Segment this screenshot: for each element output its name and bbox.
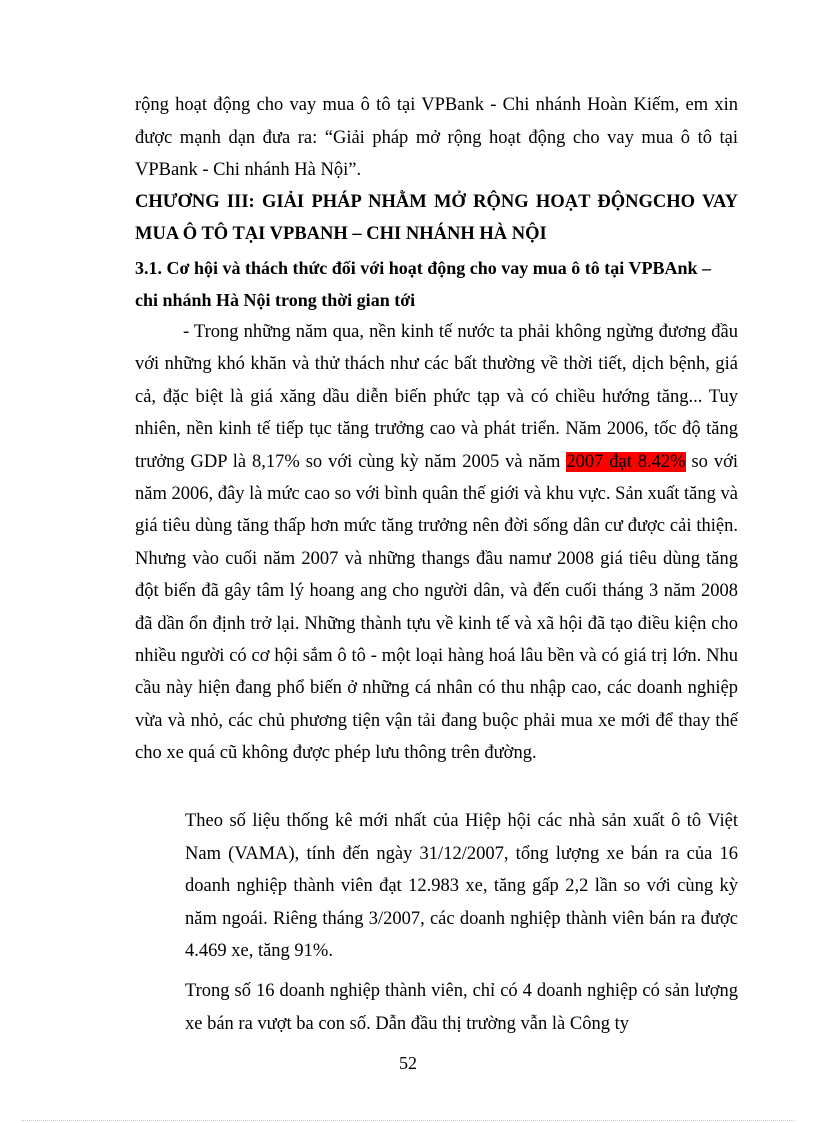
main-paragraph: [135, 316, 738, 770]
vama-statistics-paragraph: Theo số liệu thống kê mới nhất của Hiệp hội các nhà sản xuất ô tô Việt Nam (VAMA), tính đến ngày 31/12/2007, tổng lượng xe bán ra của 16 doanh nghiệp thành viên đạt 12.983 xe, tăng gấp 2,2 lần so với cùng kỳ năm ngoái. Riêng tháng 3/2007, các doanh nghiệp thành viên bán ra được 4.469 xe, tăng 91%.: [185, 811, 738, 961]
chapter-heading: CHƯƠNG III: GIẢI PHÁP NHẰM MỞ RỘNG HOẠT ĐỘNGCHO VAY MUA Ô TÔ TẠI VPBANH – CHI NHÁNH HÀ NỘI: [135, 192, 738, 244]
section-heading: 3.1. Cơ hội và thách thức đối với hoạt động cho vay mua ô tô tại VPBAnk – chi nhánh Hà Nội trong thời gian tới: [135, 258, 711, 310]
page-number: 52: [399, 1053, 417, 1073]
page-bottom-border: [22, 1120, 794, 1121]
member-companies-paragraph: Trong số 16 doanh nghiệp thành viên, chỉ có 4 doanh nghiệp có sản lượng xe bán ra vượt ba con số. Dẫn đầu thị trường vẫn là Công ty: [185, 981, 738, 1034]
intro-paragraph: rộng hoạt động cho vay mua ô tô tại VPBank - Chi nhánh Hoàn Kiếm, em xin được mạnh dạn đưa ra: “Giải pháp mở rộng hoạt động cho vay mua ô tô tại VPBank - Chi nhánh Hà Nội”.: [135, 95, 738, 180]
main-paragraph-text-before: - Trong những năm qua, nền kinh tế nước ta phải không ngừng đương đầu với những khó khăn và thử thách như các bất thường về thời tiết, dịch bệnh, giá cả, đặc biệt là giá xăng dầu diễn biến phức tạp và có chiều hướng tăng... Tuy nhiên, nền kinh tế tiếp tục tăng trưởng cao và phát triển. Năm 2006, tốc độ tăng trưởng GDP là 8,17% so với cùng kỳ năm 2005 và năm: [135, 322, 738, 472]
main-paragraph-text-after: so với năm 2006, đây là mức cao so với bình quân thế giới và khu vực. Sản xuất tăng và giá tiêu dùng tăng thấp hơn mức tăng trưởng nên đời sống dân cư được cải thiện. Nhưng vào cuối năm 2007 và những thangs đầu namư 2008 giá tiêu dùng tăng đột biến đã gây tâm lý hoang ang cho người dân, và đến cuối tháng 3 năm 2008 đã dần ổn định trở lại. Những thành tựu về kinh tế và xã hội đã tạo điều kiện cho nhiều người có cơ hội sắm ô tô - một loại hàng hoá lâu bền và có giá trị lớn. Nhu cầu này hiện đang phổ biến ở những cá nhân có thu nhập cao, các doanh nghiệp vừa và nhỏ, các chủ phương tiện vận tải đang buộc phải mua xe mới để thay thế cho xe quá cũ không được phép lưu thông trên đường.: [135, 451, 738, 764]
highlighted-text: 2007 đạt 8.42%: [566, 451, 686, 472]
